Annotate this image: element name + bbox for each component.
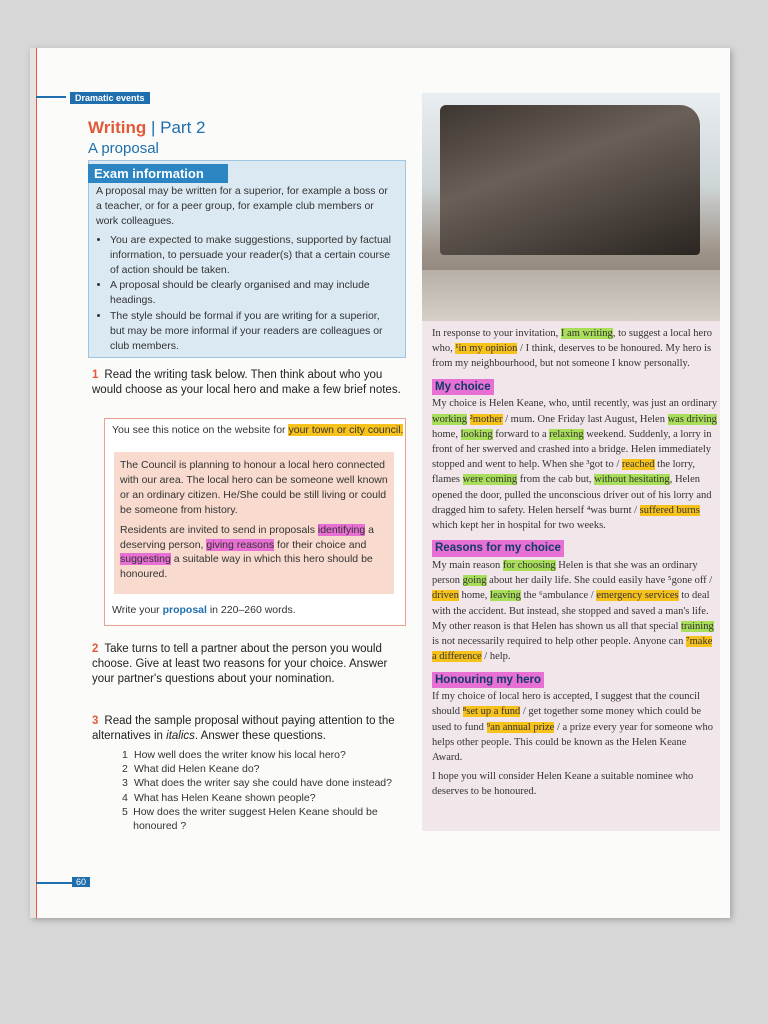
text-run: home, [458, 590, 491, 602]
text-run: about her daily life. She could easily have ⁵gone off / [486, 575, 713, 587]
question-text: . Answer these questions. [194, 729, 326, 742]
text-run: home, [432, 428, 461, 440]
text-run: which kept her in hospital for two weeks. [432, 520, 606, 532]
list-item [122, 776, 412, 790]
item-number: 1 [122, 749, 128, 761]
text-run: / a prize every year for someone who helps other people. This could be known as the Helen Keane Award. [432, 721, 713, 764]
text-run: My choice is Helen Keane, who, until recently, was just an ordinary [432, 398, 718, 410]
question-text: Read the sample proposal without paying attention to the alternatives in [92, 715, 395, 742]
highlight: ⁷make a difference [432, 636, 713, 663]
highlight: looking [460, 428, 493, 440]
question-3-list [122, 748, 412, 833]
exam-info-bullets [96, 233, 396, 354]
highlight: working [432, 413, 467, 425]
page-number: 60 [72, 877, 90, 887]
proposal-word: proposal [162, 604, 207, 616]
notice-intro [112, 424, 404, 436]
exam-info-body [96, 184, 396, 355]
title-part: Part 2 [160, 118, 206, 137]
highlight: your town or city council. [288, 424, 404, 436]
text-run: Helen is that she was an ordinary person [432, 559, 698, 587]
item-text: How well does the writer know his local hero? [134, 749, 346, 761]
item-text: How does the writer suggest Helen Keane should be honoured ? [133, 805, 378, 832]
title-separator: | [150, 118, 156, 137]
section-tag: Dramatic events [70, 92, 150, 104]
text-run: My main reason [432, 559, 503, 571]
highlight: ¹in my opinion [455, 343, 518, 355]
item-text: What did Helen Keane do? [134, 763, 260, 776]
question-2 [92, 642, 404, 687]
question-text-italic: italics [166, 729, 195, 742]
item-number: 3 [122, 777, 128, 790]
highlight: for choosing [502, 559, 556, 571]
highlight: going [462, 575, 487, 587]
text-run: Residents are invited to send in proposals [120, 523, 318, 536]
item-number: 4 [122, 791, 128, 804]
text-run: weekend. Suddenly, a lorry in front of her swerved and crashed into a bridge. Helen immediately stopped and went to help. When she ³got to / [432, 428, 712, 471]
list-item [122, 748, 412, 762]
text-run: / mum. One Friday last August, Helen [502, 413, 668, 425]
photo-ground [422, 270, 720, 321]
item-text: What does the writer say she could have done instead? [134, 777, 392, 790]
highlight: were coming [462, 474, 518, 486]
list-item [122, 805, 412, 833]
text-run: If my choice of local hero is accepted, I suggest that the council should [432, 691, 700, 718]
question-text: Read the writing task below. Then think about who you would choose as your local hero and make a few brief notes. [92, 369, 401, 396]
question-number: 1 [92, 369, 99, 381]
exam-info-heading: Exam information [88, 164, 228, 183]
proposal-paragraph [432, 689, 718, 765]
proposal-closing: I hope you will consider Helen Keane a suitable nominee who deserves to be honoured. [432, 771, 694, 798]
proposal-heading: My choice [432, 379, 494, 396]
page-binding-edge [30, 48, 37, 918]
text-run: / I think, deserves to be honoured. My hero is from my neighbourhood, but not someone I know personally. [432, 343, 712, 370]
list-item [122, 762, 412, 776]
exam-info-bullet: • A proposal should be clearly organised and may include headings. [110, 278, 396, 308]
highlight: reached [621, 459, 655, 471]
highlight: suffered burns [639, 504, 700, 516]
highlight: emergency services [596, 590, 679, 602]
item-number: 5 [122, 805, 128, 818]
text-run: , to suggest a local hero who, [432, 328, 712, 355]
text-run: Write your [112, 604, 163, 616]
highlight: I am writing [560, 328, 613, 339]
highlight: giving reasons [206, 538, 275, 551]
proposal-heading: Honouring my hero [432, 672, 544, 689]
sample-proposal-text [432, 326, 718, 804]
highlight: ⁸set up a fund [462, 706, 521, 718]
highlight: was driving [667, 413, 717, 425]
text-run: the ⁶ambulance / [520, 590, 597, 602]
section-tag-line [36, 96, 66, 98]
text-run: / help. [481, 651, 511, 663]
highlight: leaving [490, 590, 521, 602]
text-run: / get together some money which could be used to fund [432, 706, 702, 733]
text-run: to deal with the accident. But instead, she stopped and saved a man's life. My other reason is that Helen has shown us all that special [432, 590, 710, 632]
text-run: the lorry, flames [432, 459, 695, 486]
page-subtitle: A proposal [88, 140, 159, 157]
question-3 [92, 714, 404, 744]
highlight: ⁹an annual prize [486, 721, 555, 733]
notice-text [120, 458, 392, 587]
text-run: for their choice and [274, 538, 367, 551]
text-run: a deserving person, [120, 523, 374, 551]
text-run: is not necessarily required to help other people. Anyone can [432, 636, 686, 648]
proposal-heading: Reasons for my choice [432, 540, 564, 557]
question-1 [92, 368, 404, 398]
highlight: training [681, 620, 714, 632]
text-run: in 220–260 words. [206, 604, 296, 616]
text-run: from the cab but, [517, 474, 595, 486]
notice-intro-text: You see this notice on the website for [112, 424, 289, 436]
proposal-paragraph [432, 326, 718, 372]
highlight: ²mother [469, 413, 503, 425]
text-run: forward to a [492, 428, 550, 440]
highlight: suggesting [120, 553, 171, 566]
exam-info-bullet: • You are expected to make suggestions, supported by factual information, to persuade your reader(s) that a certain course of action should be taken. [110, 233, 396, 278]
exam-info-bullet: • The style should be formal if you are writing for a superior, but may be more informal if your readers are colleagues or club members. [110, 309, 396, 354]
proposal-paragraph [432, 558, 718, 665]
text-run: In response to your invitation, [432, 328, 561, 339]
item-text: What has Helen Keane shown people? [134, 791, 316, 804]
highlight: without hesitating [594, 474, 670, 486]
proposal-paragraph [432, 396, 718, 533]
notice-paragraph: The Council is planning to honour a local hero connected with our area. The local hero can be someone well known or an ordinary citizen. He/She could be still living or could be someone from history. [120, 459, 388, 516]
highlight: relaxing [549, 428, 584, 440]
question-text: Take turns to tell a partner about the person you would choose. Give at least two reasons for your choice. Answer your partner's questions about your nomination. [92, 643, 388, 685]
list-item [122, 791, 412, 805]
lorry-cab-shape [440, 105, 700, 255]
page-number-line [36, 882, 72, 884]
text-run: a suitable way in which this hero should be honoured. [120, 553, 373, 581]
title-writing: Writing [88, 118, 147, 137]
notice-footer [112, 604, 404, 616]
question-number: 3 [92, 715, 99, 727]
highlight: identifying [317, 523, 366, 536]
highlight: driven [432, 590, 459, 602]
item-number: 2 [122, 763, 128, 776]
exam-info-intro: A proposal may be written for a superior, for example a boss or a teacher, or for a peer group, for example club members or work colleagues. [96, 185, 388, 227]
question-number: 2 [92, 643, 99, 655]
notice-paragraph [120, 523, 392, 583]
text-run: , Helen opened the door, pulled the unconscious driver out of his lorry and dragged him to safety. Helen herself ⁴was burnt / [432, 474, 712, 516]
page-title [88, 118, 205, 138]
